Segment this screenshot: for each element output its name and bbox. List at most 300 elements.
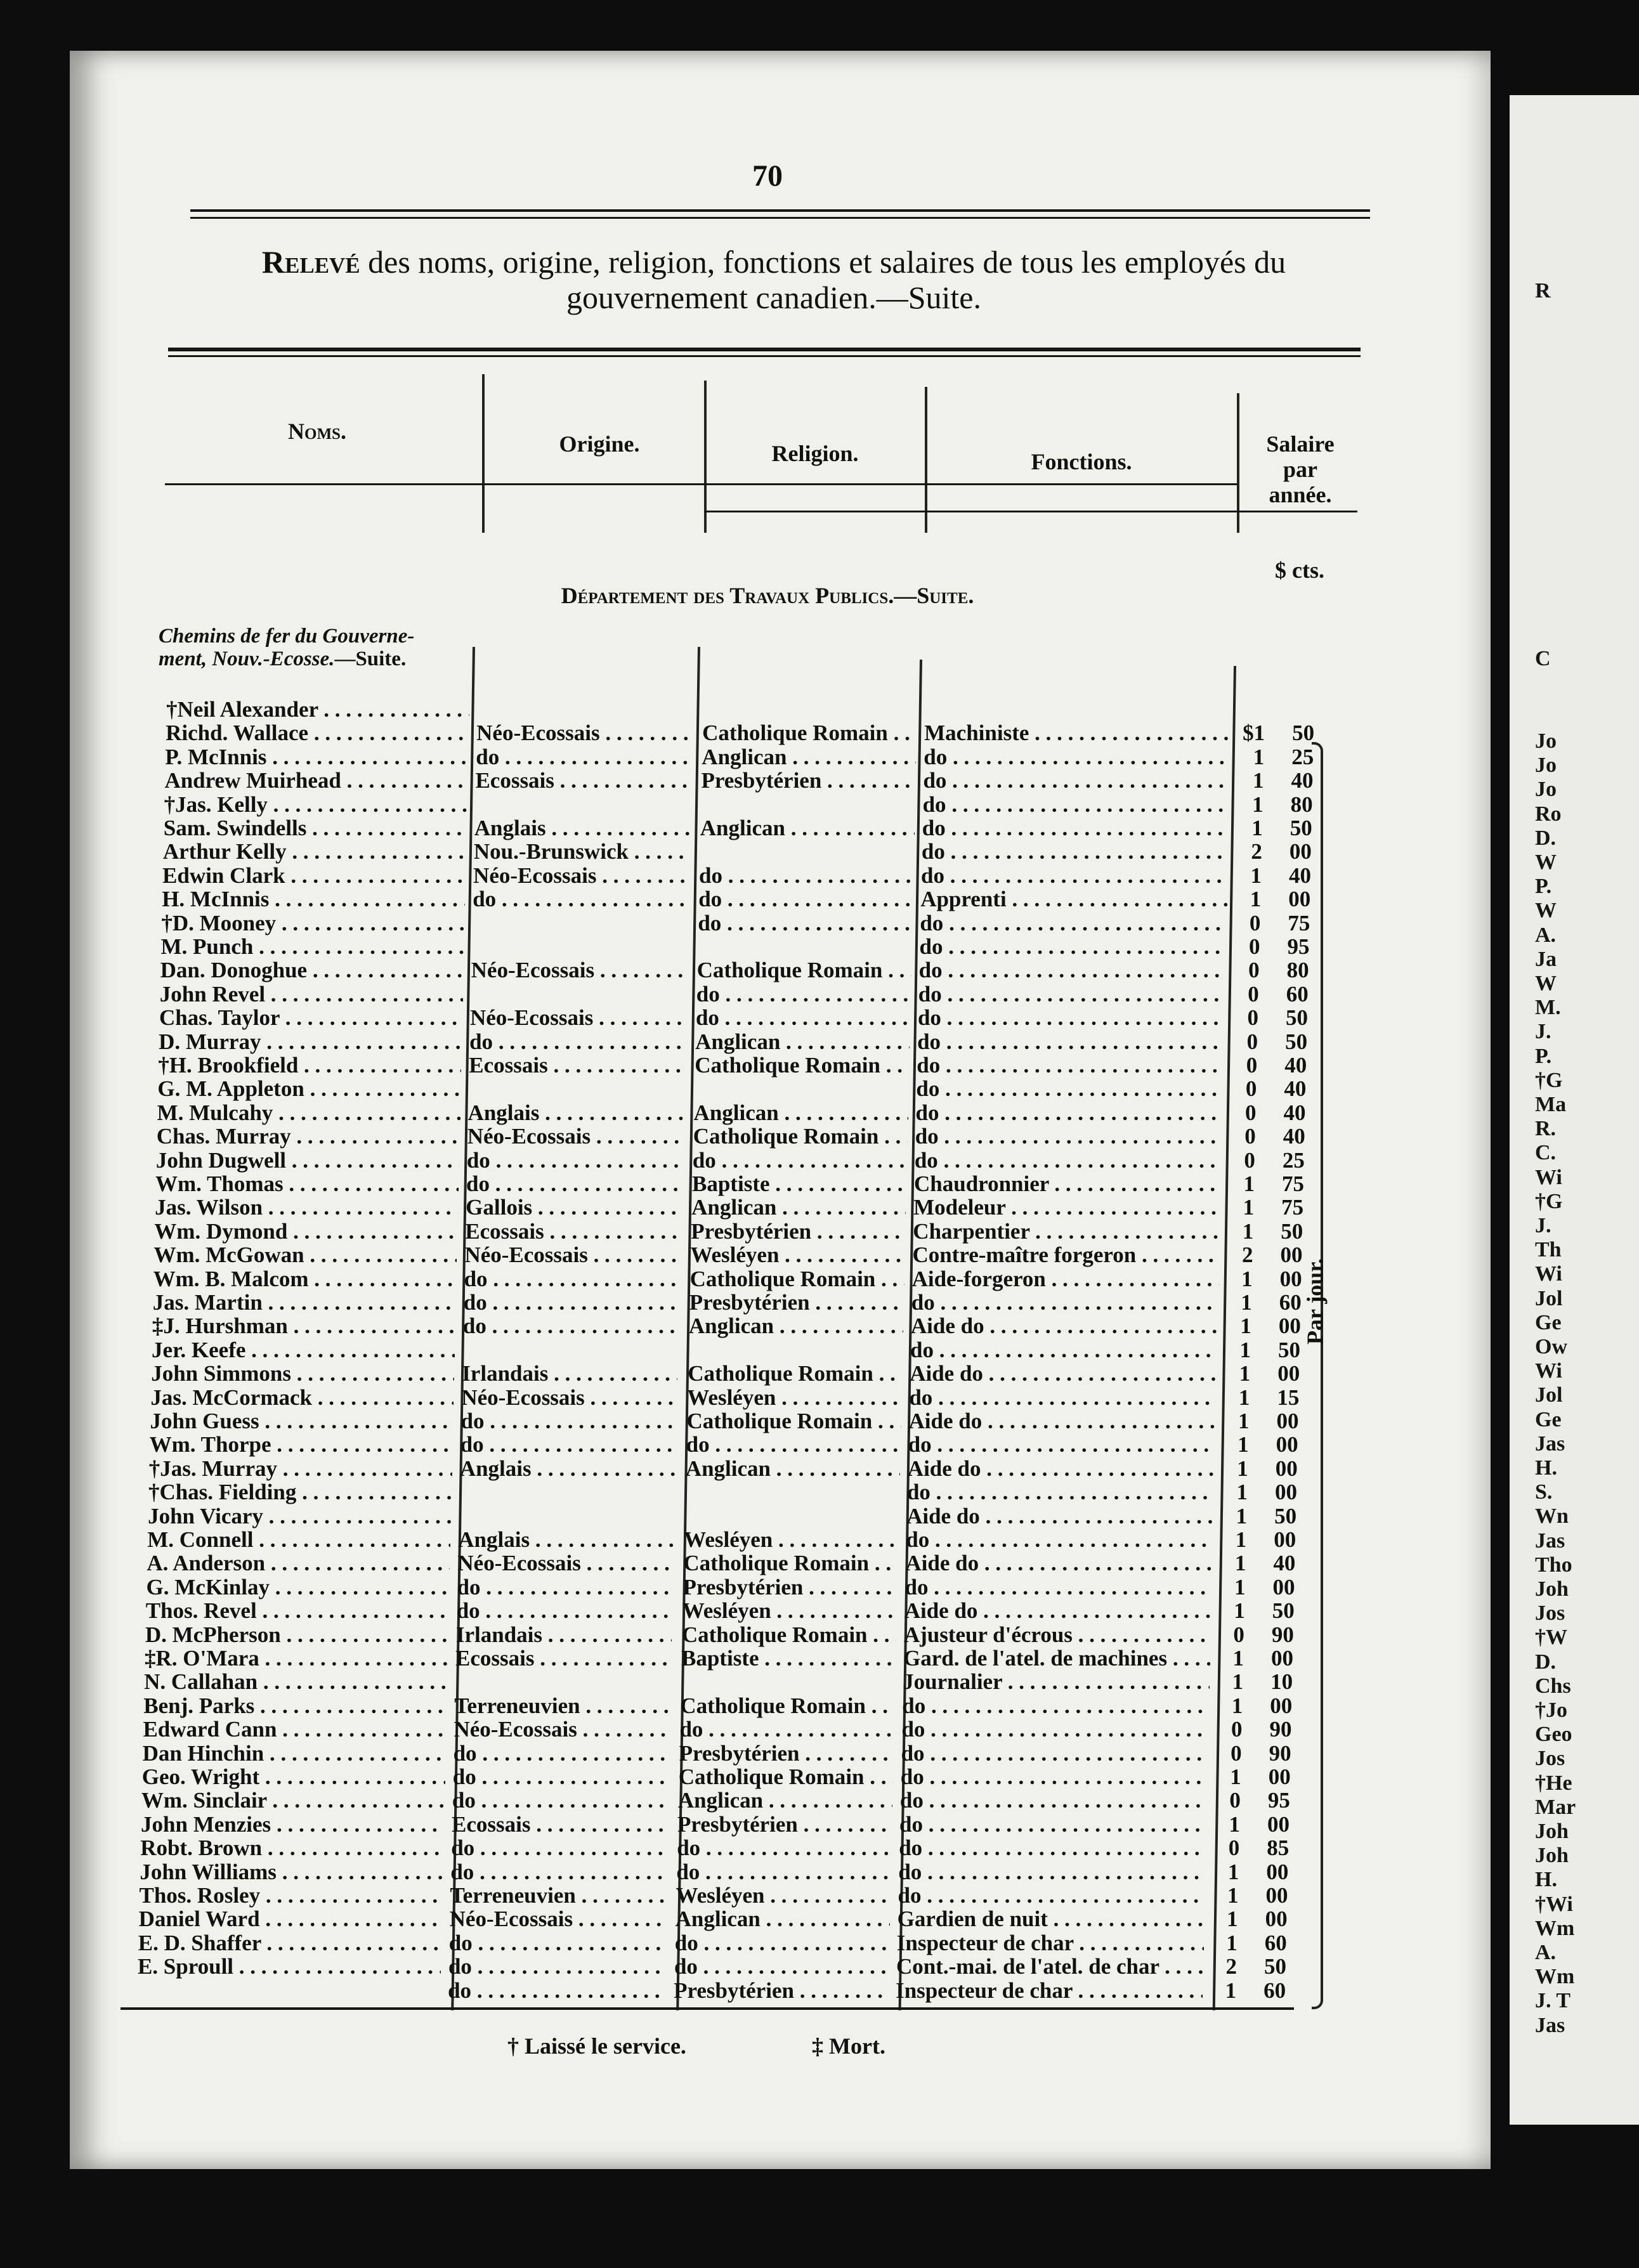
employee-wage bbox=[1230, 1149, 1305, 1173]
employee-function: do . . . bbox=[916, 1077, 1223, 1101]
employee-wage bbox=[1239, 745, 1314, 769]
facing-page-text: Tho bbox=[1535, 1553, 1572, 1577]
employee-name: H. McInnis . . . bbox=[162, 887, 465, 911]
wage-cents: 40 bbox=[1289, 863, 1312, 888]
employee-function: Aide do . . . bbox=[905, 1551, 1212, 1575]
employee-religion: Catholique Romain . . . bbox=[687, 1409, 901, 1433]
employee-name: Jer. Keefe . . . bbox=[152, 1338, 455, 1362]
facing-page-text: W bbox=[1535, 972, 1557, 995]
employee-wage bbox=[1213, 1860, 1288, 1884]
employee-origin: Anglais . . . bbox=[468, 1101, 684, 1125]
wage-cents: 00 bbox=[1268, 1764, 1291, 1789]
employee-wage bbox=[1235, 911, 1310, 935]
employee-name: P. McInnis . . . bbox=[165, 745, 468, 769]
employee-function: do . . . bbox=[901, 1742, 1208, 1766]
employee-religion bbox=[694, 1077, 908, 1101]
employee-origin: do . . . bbox=[454, 1742, 669, 1766]
employee-origin: Néo-Ecossais . . . bbox=[471, 958, 687, 982]
employee-function: do . . . bbox=[923, 769, 1230, 793]
employee-origin: do . . . bbox=[460, 1433, 676, 1457]
employee-origin: Ecossais . . . bbox=[475, 769, 691, 793]
facing-page-text: C bbox=[1535, 647, 1551, 670]
wage-dollars: 1 bbox=[1241, 1290, 1252, 1315]
employee-function: Aide do . . . bbox=[911, 1314, 1218, 1338]
employee-function: do . . . bbox=[902, 1694, 1209, 1718]
employee-function: Apprenti . . . bbox=[920, 887, 1227, 911]
employee-religion: Anglican . . . bbox=[695, 1030, 910, 1054]
employee-religion: do . . . bbox=[686, 1433, 901, 1457]
employee-wage bbox=[1220, 1599, 1295, 1623]
employee-origin: Néo-Ecossais . . . bbox=[476, 721, 692, 745]
header-religion: Religion. bbox=[771, 441, 859, 466]
employee-name: John Menzies . . . bbox=[141, 1813, 444, 1837]
employee-origin: do . . . bbox=[473, 887, 688, 911]
wage-dollars: 2 bbox=[1241, 1242, 1253, 1268]
employee-function: do . . . bbox=[907, 1480, 1214, 1504]
wage-cents: 60 bbox=[1264, 1978, 1286, 2003]
employee-wage bbox=[1213, 1907, 1288, 1931]
wage-cents: 00 bbox=[1272, 1574, 1295, 1600]
employee-wage bbox=[1232, 1030, 1307, 1054]
facing-page-text: Jol bbox=[1535, 1286, 1563, 1310]
employee-name: John Guess . . . bbox=[150, 1409, 454, 1433]
employee-wage bbox=[1237, 840, 1312, 864]
employee-religion: Baptiste . . . bbox=[681, 1646, 896, 1671]
wage-dollars: 1 bbox=[1240, 1313, 1251, 1339]
employee-name: Edward Cann . . . bbox=[143, 1717, 446, 1742]
employee-religion: do . . . bbox=[677, 1836, 891, 1860]
employee-name: †Jas. Kelly . . . bbox=[164, 793, 467, 817]
employee-function: do . . . bbox=[900, 1789, 1207, 1813]
employee-religion: Baptiste . . . bbox=[692, 1172, 906, 1196]
employee-function: do . . . bbox=[910, 1338, 1217, 1362]
wage-cents: 00 bbox=[1271, 1646, 1293, 1671]
employee-function: Ajusteur d'écrous . . . bbox=[904, 1623, 1211, 1647]
employee-origin: do . . . bbox=[464, 1291, 679, 1315]
employee-religion: Wesléyen . . . bbox=[690, 1243, 904, 1267]
employee-name: Arthur Kelly . . . bbox=[163, 840, 466, 864]
facing-page-text: Chs bbox=[1535, 1674, 1571, 1698]
wage-dollars: 0 bbox=[1228, 1835, 1240, 1861]
employee-origin bbox=[477, 698, 693, 722]
employee-religion: Catholique Romain . . . bbox=[680, 1694, 894, 1718]
wage-dollars: 1 bbox=[1239, 1337, 1251, 1362]
employee-function: do . . . bbox=[908, 1433, 1215, 1457]
employee-origin: do . . . bbox=[467, 1149, 682, 1173]
employee-religion: Wesléyen . . . bbox=[687, 1386, 901, 1410]
header-fonctions: Fonctions. bbox=[1031, 449, 1132, 474]
wage-cents: 25 bbox=[1282, 1147, 1305, 1173]
facing-page-edge bbox=[1510, 95, 1639, 2125]
employee-religion: do . . . bbox=[679, 1717, 894, 1742]
employee-name: Geo. Wright . . . bbox=[142, 1765, 445, 1789]
employee-function: do . . . bbox=[920, 911, 1227, 935]
wage-dollars: 1 bbox=[1239, 1361, 1251, 1386]
employee-wage bbox=[1212, 1931, 1287, 1955]
employee-religion bbox=[701, 793, 915, 817]
facing-page-text: D. bbox=[1535, 1650, 1557, 1674]
employee-function: do . . . bbox=[898, 1884, 1205, 1908]
wage-dollars: 1 bbox=[1242, 1218, 1254, 1244]
employee-name: Jas. Martin . . . bbox=[153, 1291, 456, 1315]
wage-cents: 00 bbox=[1265, 1883, 1288, 1908]
employee-origin: do . . . bbox=[466, 1172, 682, 1196]
employee-wage bbox=[1220, 1575, 1295, 1600]
employee-religion: Presbytérien . . . bbox=[683, 1575, 898, 1600]
facing-page-text: M. bbox=[1535, 996, 1561, 1020]
facing-page-text: Jas bbox=[1535, 2013, 1565, 2037]
wage-dollars: 1 bbox=[1238, 1385, 1250, 1410]
employee-origin bbox=[455, 1670, 670, 1694]
employee-name: Wm. B. Malcom . . . bbox=[153, 1267, 457, 1291]
wage-dollars: 1 bbox=[1225, 1978, 1237, 2003]
employee-wage bbox=[1236, 887, 1310, 911]
employee-name: John Williams . . . bbox=[140, 1860, 443, 1884]
wage-dollars: 1 bbox=[1227, 1859, 1239, 1884]
employee-name: ‡R. O'Mara . . . bbox=[145, 1646, 448, 1671]
employee-function: do . . . bbox=[898, 1860, 1205, 1884]
employee-origin bbox=[459, 1504, 674, 1528]
facing-page-text: Joh bbox=[1535, 1577, 1569, 1601]
employee-religion: Presbytérien . . . bbox=[679, 1742, 894, 1766]
employee-religion: Anglican . . . bbox=[678, 1789, 892, 1813]
employee-function: do . . . bbox=[918, 982, 1225, 1007]
employee-function: do . . . bbox=[906, 1528, 1213, 1552]
employee-origin: Irlandais . . . bbox=[462, 1362, 677, 1386]
employee-name: †D. Mooney . . . bbox=[161, 911, 464, 935]
title-lead: Relevé bbox=[261, 244, 360, 280]
employee-name: Chas. Murray . . . bbox=[157, 1124, 460, 1149]
employee-religion: Catholique Romain . . . bbox=[679, 1765, 893, 1789]
employee-name: †Jas. Murray . . . bbox=[149, 1457, 452, 1481]
employee-religion: Anglican . . . bbox=[676, 1907, 890, 1931]
employee-origin bbox=[472, 911, 688, 935]
wage-cents: 50 bbox=[1272, 1598, 1295, 1624]
employee-function: do . . . bbox=[901, 1765, 1208, 1789]
wage-cents: 00 bbox=[1278, 1313, 1301, 1339]
wage-cents: 60 bbox=[1279, 1290, 1302, 1315]
employee-name: Daniel Ward . . . bbox=[139, 1907, 442, 1931]
employee-religion: do . . . bbox=[675, 1931, 889, 1955]
wage-cents: 15 bbox=[1277, 1385, 1300, 1410]
employee-name: Thos. Rosley . . . bbox=[140, 1884, 443, 1908]
employee-function: do . . . bbox=[915, 1124, 1222, 1149]
employee-function: Gard. de l'atel. de machines . . . bbox=[903, 1646, 1210, 1671]
employee-wage bbox=[1221, 1528, 1296, 1552]
employee-religion: do . . . bbox=[696, 982, 911, 1007]
employee-wage bbox=[1232, 1053, 1307, 1078]
wage-dollars: 1 bbox=[1252, 792, 1264, 817]
employee-wage bbox=[1211, 1979, 1286, 2003]
employee-name: G. McKinlay . . . bbox=[147, 1575, 450, 1600]
section-label: Chemins de fer du Gouverne- ment, Nouv.-Ecosse.—Suite. bbox=[159, 625, 415, 670]
employee-name: E. Sproull . . . bbox=[138, 1955, 441, 1979]
wage-cents: 50 bbox=[1274, 1503, 1297, 1528]
wage-cents: 85 bbox=[1267, 1835, 1290, 1861]
wage-dollars: 1 bbox=[1230, 1764, 1241, 1789]
employee-function: do . . . bbox=[920, 935, 1227, 959]
employee-function: do . . . bbox=[922, 816, 1229, 840]
top-rule bbox=[190, 217, 1370, 219]
employee-name: Chas. Taylor . . . bbox=[159, 1006, 462, 1030]
employee-function: Aide do . . . bbox=[908, 1457, 1215, 1481]
employee-religion bbox=[685, 1480, 899, 1504]
employee-function: Journalier . . . bbox=[903, 1670, 1210, 1694]
employee-religion: Catholique Romain . . . bbox=[690, 1267, 904, 1291]
employee-function: do . . . bbox=[901, 1717, 1208, 1742]
facing-page-text: P. bbox=[1535, 1044, 1552, 1068]
employee-origin: do . . . bbox=[452, 1789, 668, 1813]
facing-page-text: H. bbox=[1535, 1868, 1557, 1892]
facing-page-text: R. bbox=[1535, 1117, 1557, 1141]
employee-name: Robt. Brown . . . bbox=[140, 1836, 443, 1860]
employee-religion: Wesléyen . . . bbox=[676, 1884, 891, 1908]
employee-function: Cont.-mai. de l'atel. de char . . . bbox=[896, 1955, 1203, 1979]
facing-page-text: P. bbox=[1535, 875, 1552, 899]
employee-wage bbox=[1215, 1789, 1290, 1813]
employee-wage bbox=[1213, 1884, 1288, 1908]
facing-page-text: R bbox=[1535, 279, 1551, 303]
employee-wage bbox=[1224, 1386, 1299, 1410]
employee-name: †Chas. Fielding . . . bbox=[148, 1480, 452, 1504]
employee-wage bbox=[1220, 1551, 1295, 1575]
wage-dollars: 1 bbox=[1238, 1409, 1250, 1433]
employee-religion: Catholique Romain . . . bbox=[697, 958, 911, 982]
facing-page-text: †He bbox=[1535, 1771, 1572, 1795]
wage-cents: 00 bbox=[1289, 839, 1312, 864]
facing-page-text: Wi bbox=[1535, 1262, 1562, 1286]
facing-page-text: †W bbox=[1535, 1626, 1567, 1650]
employee-function: do . . . bbox=[909, 1386, 1216, 1410]
wage-cents: 95 bbox=[1267, 1788, 1290, 1813]
employee-religion: do . . . bbox=[696, 1006, 910, 1030]
employee-religion: Anglican . . . bbox=[694, 1101, 908, 1125]
employee-function: do . . . bbox=[924, 745, 1231, 769]
wage-dollars: 1 bbox=[1235, 1527, 1247, 1552]
employee-wage bbox=[1217, 1694, 1292, 1718]
employee-wage bbox=[1229, 1172, 1304, 1196]
employee-wage bbox=[1224, 1409, 1299, 1433]
employee-name: Wm. Sinclair . . . bbox=[141, 1789, 445, 1813]
employee-origin bbox=[459, 1480, 675, 1504]
facing-page-text: Wi bbox=[1535, 1359, 1562, 1383]
facing-page-text: Mar bbox=[1535, 1795, 1576, 1819]
employee-religion: do . . . bbox=[698, 911, 912, 935]
wage-dollars: 1 bbox=[1234, 1598, 1245, 1624]
employee-wage bbox=[1238, 769, 1313, 793]
wage-cents: 50 bbox=[1292, 720, 1315, 746]
employee-religion: do . . . bbox=[698, 887, 913, 911]
employee-wage bbox=[1211, 1955, 1286, 1979]
wage-cents: 00 bbox=[1288, 887, 1311, 912]
employee-function: do . . . bbox=[916, 1101, 1223, 1125]
employee-function: Inspecteur de char . . . bbox=[897, 1931, 1204, 1955]
facing-page-text: Jo bbox=[1535, 729, 1557, 753]
wage-dollars: 0 bbox=[1248, 958, 1260, 983]
wage-cents: 75 bbox=[1288, 910, 1310, 935]
wage-dollars: 1 bbox=[1232, 1669, 1244, 1695]
employee-name: M. Mulcahy . . . bbox=[157, 1101, 460, 1125]
wage-dollars: 1 bbox=[1237, 1456, 1248, 1481]
facing-page-text: J. bbox=[1535, 1214, 1551, 1237]
wage-dollars: 0 bbox=[1244, 1147, 1255, 1173]
wage-dollars: 1 bbox=[1227, 1906, 1238, 1932]
wage-cents: 60 bbox=[1264, 1930, 1287, 1955]
wage-dollars: 1 bbox=[1252, 768, 1264, 793]
employee-function: Chaudronnier . . . bbox=[914, 1172, 1221, 1196]
employee-origin: do . . . bbox=[464, 1267, 680, 1291]
employee-name: John Dugwell . . . bbox=[156, 1149, 459, 1173]
employee-religion: Presbytérien . . . bbox=[701, 769, 915, 793]
employee-origin: do . . . bbox=[450, 1860, 666, 1884]
employee-origin: Terreneuvien . . . bbox=[450, 1884, 666, 1908]
employee-wage bbox=[1226, 1314, 1301, 1338]
wage-dollars: 0 bbox=[1231, 1740, 1242, 1766]
cents-label: $ cts. bbox=[1275, 557, 1324, 583]
facing-page-text: H. bbox=[1535, 1456, 1557, 1480]
wage-cents: 40 bbox=[1284, 1053, 1307, 1078]
employee-religion bbox=[684, 1504, 899, 1528]
employee-origin bbox=[475, 793, 691, 817]
employee-religion: Presbytérien . . . bbox=[689, 1291, 904, 1315]
employee-origin bbox=[471, 982, 686, 1007]
employee-function: do . . . bbox=[922, 840, 1229, 864]
employee-wage bbox=[1227, 1243, 1302, 1267]
wage-cents: 50 bbox=[1290, 816, 1312, 840]
wage-cents: 00 bbox=[1267, 1811, 1290, 1837]
wage-cents: 00 bbox=[1279, 1266, 1302, 1291]
employee-religion: Anglican . . . bbox=[691, 1196, 906, 1220]
employee-function: do . . . bbox=[899, 1836, 1206, 1860]
wage-cents: 10 bbox=[1270, 1669, 1293, 1695]
employee-origin: do . . . bbox=[457, 1599, 672, 1623]
employee-origin: Néo-Ecossais . . . bbox=[450, 1907, 665, 1931]
employee-origin: do . . . bbox=[451, 1836, 667, 1860]
facing-page-text: Jas bbox=[1535, 1431, 1565, 1456]
employee-wage bbox=[1217, 1742, 1291, 1766]
wage-cents: 00 bbox=[1266, 1859, 1289, 1884]
facing-page-text: Jo bbox=[1535, 778, 1557, 802]
employee-name: John Simmons . . . bbox=[151, 1362, 454, 1386]
wage-dollars: 0 bbox=[1247, 1005, 1258, 1031]
wage-cents: 00 bbox=[1280, 1242, 1303, 1268]
facing-page-text: †Jo bbox=[1535, 1698, 1567, 1722]
table-title bbox=[171, 244, 1376, 315]
header-top-rule bbox=[168, 348, 1361, 351]
wage-cents: 00 bbox=[1274, 1527, 1296, 1552]
employee-wage bbox=[1239, 721, 1314, 745]
employee-origin: Néo-Ecossais . . . bbox=[457, 1551, 673, 1575]
employee-origin: Ecossais . . . bbox=[452, 1813, 667, 1837]
wage-dollars: 1 bbox=[1243, 1195, 1255, 1220]
employee-function: Aide do . . . bbox=[909, 1409, 1216, 1433]
wage-dollars: 1 bbox=[1250, 863, 1262, 888]
employee-origin: Terreneuvien . . . bbox=[454, 1694, 670, 1718]
employee-origin: Ecossais . . . bbox=[465, 1220, 681, 1244]
wage-dollars: 1 bbox=[1241, 1266, 1253, 1291]
employee-religion: Anglican . . . bbox=[686, 1457, 900, 1481]
wage-dollars: 0 bbox=[1229, 1788, 1241, 1813]
wage-dollars: 1 bbox=[1232, 1646, 1244, 1671]
facing-page-text: †Wi bbox=[1535, 1892, 1573, 1916]
wage-cents: 50 bbox=[1285, 1029, 1308, 1054]
wage-cents: 95 bbox=[1287, 934, 1310, 959]
facing-page-text: J. T bbox=[1535, 1989, 1571, 2013]
employee-function: do . . . bbox=[923, 793, 1230, 817]
employee-religion: Anglican . . . bbox=[700, 816, 915, 840]
employee-origin: do . . . bbox=[476, 745, 691, 769]
employee-religion: Anglican . . . bbox=[689, 1314, 903, 1338]
employee-origin: do . . . bbox=[448, 1955, 664, 1979]
facing-page-text: Jas bbox=[1535, 1528, 1565, 1553]
employee-religion bbox=[688, 1338, 903, 1362]
employee-name: D. Murray . . . bbox=[159, 1030, 462, 1054]
header-top-rule bbox=[168, 355, 1361, 357]
wage-cents: 00 bbox=[1274, 1480, 1297, 1505]
wage-cents: 50 bbox=[1264, 1954, 1286, 1979]
employee-religion: do . . . bbox=[676, 1860, 891, 1884]
employee-name: Dan. Donoghue . . . bbox=[160, 958, 464, 982]
employee-origin: do . . . bbox=[448, 1979, 663, 2003]
wage-dollars: 1 bbox=[1236, 1503, 1248, 1528]
wage-dollars: 0 bbox=[1231, 1717, 1243, 1742]
employee-function: do . . . bbox=[919, 958, 1226, 982]
wage-cents: 50 bbox=[1278, 1337, 1301, 1362]
employee-origin: Nou.-Brunswick . . . bbox=[474, 840, 689, 864]
facing-page-text: Jo bbox=[1535, 753, 1557, 778]
wage-dollars: 2 bbox=[1225, 1954, 1237, 1979]
facing-page-text: Joh bbox=[1535, 1844, 1569, 1868]
employee-name: Wm. McGowan . . . bbox=[153, 1243, 457, 1267]
wage-dollars: 1 bbox=[1234, 1551, 1246, 1576]
title-text: des noms, origine, religion, fonctions et salaires de tous les employés du gouvernement canadien.—Suite. bbox=[368, 244, 1286, 315]
employee-wage bbox=[1234, 982, 1309, 1007]
employee-wage bbox=[1228, 1220, 1303, 1244]
wage-cents: 50 bbox=[1281, 1218, 1303, 1244]
employee-name bbox=[137, 1979, 440, 2003]
employee-name: Jas. McCormack . . . bbox=[150, 1386, 454, 1410]
employee-wage bbox=[1231, 1077, 1306, 1101]
employee-name: Wm. Thomas . . . bbox=[155, 1172, 459, 1196]
facing-page-text: J. bbox=[1535, 1020, 1551, 1044]
employee-name: †Neil Alexander . . . bbox=[166, 698, 469, 722]
facing-page-text: Ro bbox=[1535, 802, 1562, 826]
wage-cents: 40 bbox=[1273, 1551, 1296, 1576]
employee-religion: Catholique Romain . . . bbox=[688, 1362, 902, 1386]
employee-function: do . . . bbox=[917, 1030, 1224, 1054]
top-rule bbox=[190, 209, 1370, 212]
employee-origin: Néo-Ecossais . . . bbox=[470, 1006, 686, 1030]
employee-wage bbox=[1227, 1267, 1302, 1291]
employee-religion: Catholique Romain . . . bbox=[682, 1623, 896, 1647]
employee-name: D. McPherson . . . bbox=[145, 1623, 448, 1647]
wage-dollars: 0 bbox=[1233, 1622, 1244, 1647]
employee-name: Wm. Thorpe . . . bbox=[150, 1433, 453, 1457]
employee-origin: do . . . bbox=[457, 1575, 673, 1600]
employee-wage bbox=[1234, 958, 1309, 982]
wage-cents: 00 bbox=[1265, 1906, 1288, 1932]
employee-wage bbox=[1216, 1765, 1291, 1789]
facing-page-text: A. bbox=[1535, 923, 1557, 947]
employee-religion bbox=[703, 698, 917, 722]
wage-cents: 25 bbox=[1291, 744, 1314, 769]
employee-name: E. D. Shaffer . . . bbox=[138, 1931, 441, 1955]
facing-page-text: Ow bbox=[1535, 1335, 1567, 1359]
employee-function: Modeleur . . . bbox=[913, 1196, 1220, 1220]
employee-origin: Anglais . . . bbox=[458, 1528, 674, 1552]
employee-origin: Néo-Ecossais . . . bbox=[461, 1386, 677, 1410]
wage-cents: 75 bbox=[1281, 1195, 1304, 1220]
